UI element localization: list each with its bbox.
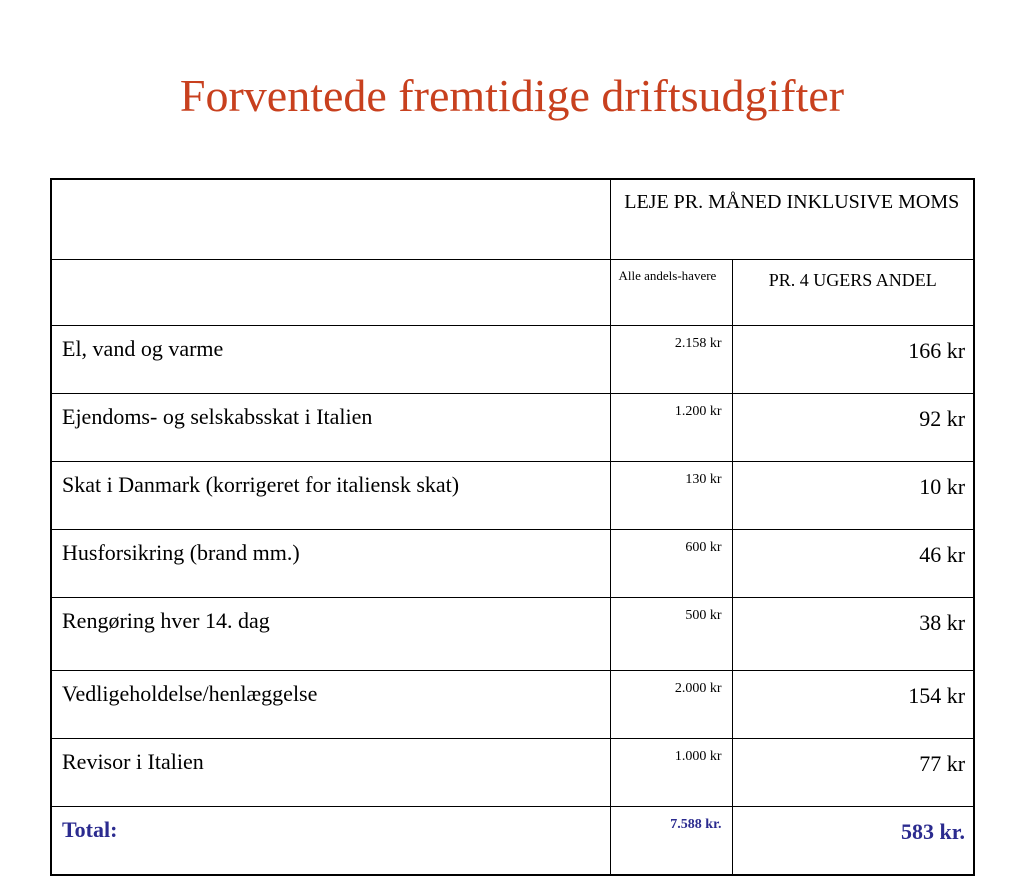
- table-header-row: [51, 179, 974, 260]
- row-label: El, vand og varme: [51, 326, 610, 394]
- total-row: [51, 807, 974, 876]
- row-all-value: 1.000 kr: [610, 739, 732, 807]
- row-label: Rengøring hver 14. dag: [51, 598, 610, 671]
- row-share-value: 46 kr: [732, 530, 974, 598]
- row-all-value: 1.200 kr: [610, 394, 732, 462]
- table-row: [51, 598, 974, 671]
- subheader-4-week-share: PR. 4 UGERS ANDEL: [732, 260, 974, 326]
- row-all-value: 600 kr: [610, 530, 732, 598]
- header-empty-cell: [51, 179, 610, 260]
- row-label: Husforsikring (brand mm.): [51, 530, 610, 598]
- total-label: Total:: [51, 807, 610, 876]
- table-row: [51, 530, 974, 598]
- row-share-value: 38 kr: [732, 598, 974, 671]
- table-row: [51, 394, 974, 462]
- table-subheader-row: [51, 260, 974, 326]
- row-label: Ejendoms- og selskabsskat i Italien: [51, 394, 610, 462]
- table-row: [51, 462, 974, 530]
- page-title: Forventede fremtidige driftsudgifter: [179, 70, 845, 121]
- row-label: Revisor i Italien: [51, 739, 610, 807]
- row-share-value: 10 kr: [732, 462, 974, 530]
- row-label: Skat i Danmark (korrigeret for italiensk skat): [51, 462, 610, 530]
- subheader-all-owners: Alle andels-havere: [610, 260, 732, 326]
- table-row: [51, 326, 974, 394]
- header-rent-per-month: LEJE PR. MÅNED INKLUSIVE MOMS: [610, 179, 974, 260]
- table-row: [51, 671, 974, 739]
- expenses-table: [50, 178, 975, 876]
- row-share-value: 166 kr: [732, 326, 974, 394]
- row-all-value: 2.158 kr: [610, 326, 732, 394]
- row-share-value: 154 kr: [732, 671, 974, 739]
- row-all-value: 130 kr: [610, 462, 732, 530]
- row-share-value: 77 kr: [732, 739, 974, 807]
- row-all-value: 500 kr: [610, 598, 732, 671]
- total-all-value: 7.588 kr.: [610, 807, 732, 876]
- table-row: [51, 739, 974, 807]
- total-share-value: 583 kr.: [732, 807, 974, 876]
- row-label: Vedligeholdelse/henlæggelse: [51, 671, 610, 739]
- row-all-value: 2.000 kr: [610, 671, 732, 739]
- row-share-value: 92 kr: [732, 394, 974, 462]
- subheader-empty-cell: [51, 260, 610, 326]
